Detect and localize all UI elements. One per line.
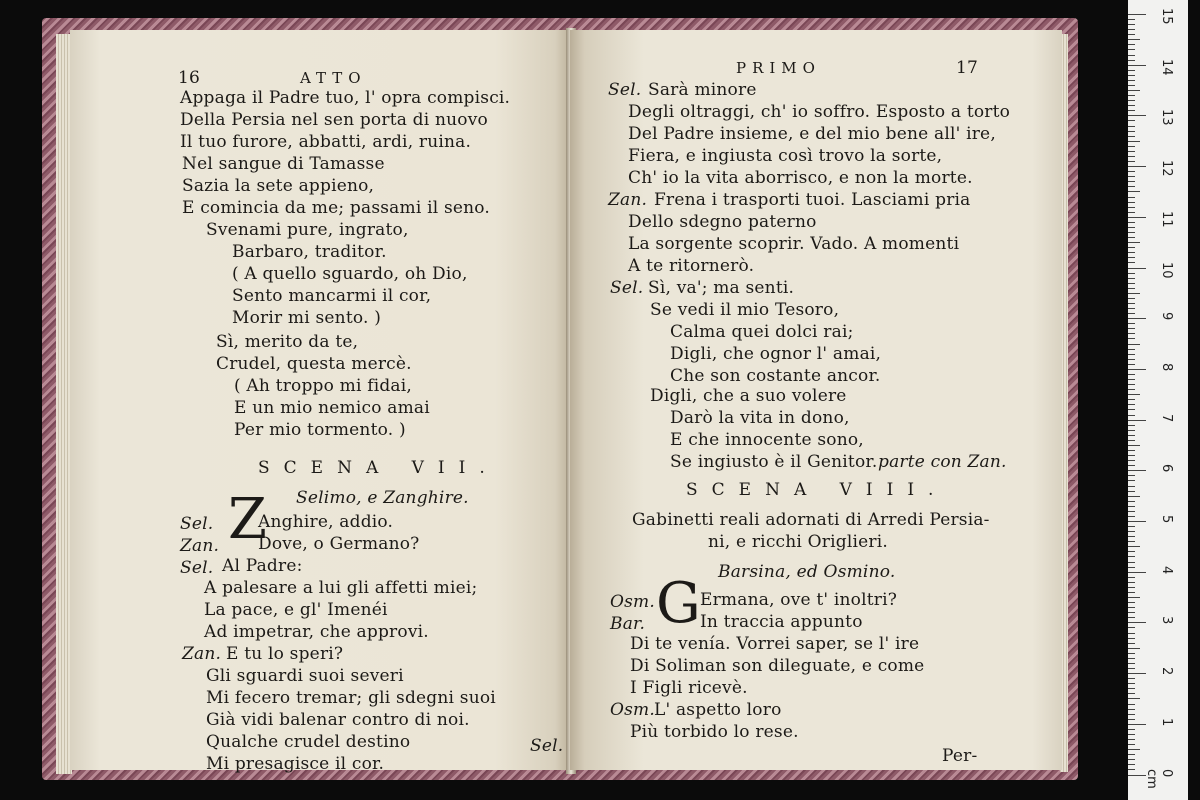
ruler-tick — [1128, 379, 1135, 380]
ruler-tick — [1128, 648, 1140, 649]
ruler-tick — [1128, 39, 1140, 40]
ruler-tick — [1128, 486, 1135, 487]
ruler-tick — [1128, 156, 1135, 157]
ruler-tick — [1128, 384, 1135, 385]
ruler-tick — [1128, 622, 1146, 623]
ruler-tick — [1128, 176, 1135, 177]
left-page — [70, 30, 570, 774]
ruler-tick — [1128, 29, 1135, 30]
ruler-tick — [1128, 217, 1146, 218]
dialogue-line: Se ingiusto è il Genitor. — [670, 452, 878, 472]
ruler-tick — [1128, 354, 1135, 355]
ruler-tick — [1128, 141, 1140, 142]
ruler-tick — [1128, 247, 1135, 248]
ruler-tick — [1128, 551, 1135, 552]
ruler-tick — [1128, 65, 1146, 66]
ruler-tick — [1128, 693, 1135, 694]
ruler-number: 6 — [1159, 464, 1174, 473]
dialogue-line: Più torbido lo rese. — [630, 722, 799, 742]
speaker-label: Zan. — [182, 644, 222, 664]
ruler-tick — [1128, 115, 1146, 116]
dialogue-line: Mi presagisce il cor. — [206, 754, 385, 774]
verse-line: Il tuo furore, abbatti, ardi, ruina. — [180, 132, 472, 152]
dialogue-line: Ch' io la vita aborrisco, e non la morte. — [628, 168, 973, 188]
ruler-tick — [1128, 283, 1135, 284]
verse-line: Sento mancarmi il cor, — [232, 286, 432, 306]
ruler-number: 8 — [1159, 362, 1174, 372]
dialogue-line: Anghire, addio. — [258, 512, 394, 532]
ruler-tick — [1128, 612, 1135, 613]
ruler-tick — [1128, 516, 1135, 517]
ruler-tick — [1128, 136, 1135, 137]
scene-title: SCENA VII. — [258, 458, 499, 478]
catchword: Sel. — [530, 736, 564, 756]
measurement-ruler — [1128, 0, 1188, 800]
ruler-tick — [1128, 100, 1135, 101]
ruler-tick — [1128, 633, 1135, 634]
ruler-tick — [1128, 44, 1135, 45]
catchword: Per- — [942, 746, 978, 766]
dialogue-line: Qualche crudel destino — [206, 732, 411, 752]
dialogue-line: E che innocente sono, — [670, 430, 864, 450]
ruler-tick — [1128, 546, 1140, 547]
ruler-tick — [1128, 308, 1135, 309]
ruler-tick — [1128, 617, 1135, 618]
ruler-tick — [1128, 658, 1135, 659]
verse-line: Per mio tormento. ) — [234, 420, 406, 440]
dialogue-line: La pace, e gl' Imenéi — [204, 600, 388, 620]
dialogue-line: A te ritornerò. — [628, 256, 755, 276]
ruler-tick — [1128, 171, 1135, 172]
dialogue-line: Di te venía. Vorrei saper, se l' ire — [630, 634, 920, 654]
verse-line: E un mio nemico amai — [234, 398, 430, 418]
dialogue-line: Gli sguardi suoi severi — [206, 666, 404, 686]
ruler-tick — [1128, 374, 1135, 375]
ruler-tick — [1128, 470, 1146, 471]
ruler-number: 13 — [1159, 109, 1174, 126]
dialogue-line: Sì, va'; ma senti. — [648, 278, 795, 298]
ruler-tick — [1128, 577, 1135, 578]
dialogue-line: Digli, che ognor l' amai, — [670, 344, 882, 364]
ruler-tick — [1128, 131, 1135, 132]
ruler-tick — [1128, 298, 1135, 299]
ruler-tick — [1128, 430, 1135, 431]
speaker-label: Osm. — [610, 592, 655, 612]
ruler-number: 7 — [1159, 413, 1174, 422]
ruler-tick — [1128, 399, 1135, 400]
ruler-tick — [1128, 536, 1135, 537]
ruler-number: 9 — [1159, 312, 1174, 321]
ruler-tick — [1128, 338, 1135, 339]
scene-title: SCENA VIII. — [686, 480, 948, 500]
ruler-tick — [1128, 409, 1135, 410]
dialogue-line: Darò la vita in dono, — [670, 408, 850, 428]
ruler-tick — [1128, 415, 1135, 416]
dialogue-line: Se vedi il mio Tesoro, — [650, 300, 840, 320]
ruler-tick — [1128, 531, 1135, 532]
ruler-tick — [1128, 501, 1135, 502]
speaker-label: Sel. — [180, 558, 214, 578]
ruler-tick — [1128, 475, 1135, 476]
dialogue-line: L' aspetto loro — [654, 700, 782, 720]
ruler-tick — [1128, 597, 1140, 598]
dialogue-line: La sorgente scoprir. Vado. A momenti — [628, 234, 960, 254]
ruler-tick — [1128, 24, 1135, 25]
verse-line: ( A quello sguardo, oh Dio, — [232, 264, 468, 284]
ruler-tick — [1128, 440, 1135, 441]
speaker-label: Sel. — [610, 278, 644, 298]
ruler-tick — [1128, 120, 1135, 121]
dialogue-line: Calma quei dolci rai; — [670, 322, 854, 342]
ruler-tick — [1128, 262, 1135, 263]
ruler-tick — [1128, 541, 1135, 542]
dialogue-line: Ad impetrar, che approvi. — [204, 622, 429, 642]
verse-line: Svenami pure, ingrato, — [206, 220, 409, 240]
ruler-number: 15 — [1159, 8, 1174, 25]
ruler-tick — [1128, 769, 1135, 770]
ruler-tick — [1128, 749, 1140, 750]
ruler-tick — [1128, 278, 1135, 279]
ruler-tick — [1128, 60, 1135, 61]
running-head: ATTO — [300, 69, 367, 87]
dialogue-line: Digli, che a suo volere — [650, 386, 847, 406]
ruler-tick — [1128, 80, 1135, 81]
ruler-tick — [1128, 364, 1135, 365]
ruler-tick — [1128, 70, 1135, 71]
verse-line: Della Persia nel sen porta di nuovo — [180, 110, 488, 130]
ruler-tick — [1128, 435, 1135, 436]
drop-cap: Z — [228, 487, 267, 552]
ruler-tick — [1128, 313, 1135, 314]
ruler-tick — [1128, 110, 1135, 111]
ruler-tick — [1128, 288, 1135, 289]
verse-line: Sazia la sete appieno, — [182, 176, 375, 196]
drop-cap: G — [656, 571, 701, 636]
ruler-tick — [1128, 511, 1135, 512]
ruler-tick — [1128, 49, 1135, 50]
ruler-tick — [1128, 455, 1135, 456]
verse-line: E comincia da me; passami il seno. — [182, 198, 491, 218]
ruler-number: 12 — [1159, 160, 1174, 177]
dialogue-line: Di Soliman son dileguate, e come — [630, 656, 925, 676]
ruler-tick — [1128, 186, 1135, 187]
ruler-tick — [1128, 556, 1135, 557]
ruler-tick — [1128, 688, 1135, 689]
ruler-tick — [1128, 232, 1135, 233]
scene-setting: Gabinetti reali adornati di Arredi Persia- — [632, 510, 990, 530]
ruler-tick — [1128, 719, 1135, 720]
speaker-label: Sel. — [608, 80, 642, 100]
ruler-tick — [1128, 683, 1135, 684]
ruler-tick — [1128, 34, 1135, 35]
dialogue-line: Sarà minore — [648, 80, 757, 100]
ruler-tick — [1128, 19, 1135, 20]
ruler-tick — [1128, 739, 1135, 740]
dialogue-line: A palesare a lui gli affetti miei; — [204, 578, 478, 598]
ruler-tick — [1128, 607, 1135, 608]
ruler-number: 1 — [1159, 717, 1174, 727]
ruler-tick — [1128, 764, 1135, 765]
ruler-tick — [1128, 734, 1135, 735]
ruler-tick — [1128, 572, 1146, 573]
stage-direction: parte con Zan. — [878, 452, 1007, 472]
running-head: PRIMO — [736, 59, 821, 77]
dialogue-line: I Figli ricevè. — [630, 678, 748, 698]
ruler-tick — [1128, 526, 1135, 527]
ruler-tick — [1128, 744, 1135, 745]
ruler-tick — [1128, 602, 1135, 603]
ruler-tick — [1128, 146, 1135, 147]
verse-line: Nel sangue di Tamasse — [182, 154, 385, 174]
ruler-tick — [1128, 724, 1146, 725]
ruler-tick — [1128, 653, 1135, 654]
ruler-tick — [1128, 273, 1135, 274]
speaker-label: Osm. — [610, 700, 655, 720]
ruler-tick — [1128, 506, 1135, 507]
ruler-tick — [1128, 323, 1135, 324]
ruler-tick — [1128, 496, 1140, 497]
ruler-tick — [1128, 643, 1135, 644]
ruler-tick — [1128, 521, 1146, 522]
ruler-tick — [1128, 394, 1140, 395]
ruler-tick — [1128, 55, 1135, 56]
ruler-tick — [1128, 242, 1140, 243]
ruler-number: 14 — [1159, 58, 1174, 76]
ruler-tick — [1128, 389, 1135, 390]
verse-line: Crudel, questa mercè. — [216, 354, 412, 374]
scene-setting: ni, e ricchi Origlieri. — [708, 532, 888, 552]
dialogue-line: Del Padre insieme, e del mio bene all' ire, — [628, 124, 996, 144]
ruler-tick — [1128, 303, 1135, 304]
ruler-number: 5 — [1159, 515, 1174, 524]
ruler-tick — [1128, 151, 1135, 152]
ruler-tick — [1128, 197, 1135, 198]
ruler-tick — [1128, 222, 1135, 223]
dialogue-line: Che son costante ancor. — [670, 366, 881, 386]
ruler-tick — [1128, 445, 1140, 446]
dialogue-line: Dello sdegno paterno — [628, 212, 817, 232]
speaker-label: Sel. — [180, 514, 214, 534]
dialogue-line: Già vidi balenar contro di noi. — [206, 710, 470, 730]
ruler-tick — [1128, 698, 1140, 699]
ruler-tick — [1128, 227, 1135, 228]
scene-characters: Selimo, e Zanghire. — [296, 488, 469, 508]
ruler-tick — [1128, 709, 1135, 710]
verse-line: Morir mi sento. ) — [232, 308, 382, 328]
ruler-tick — [1128, 268, 1146, 269]
ruler-tick — [1128, 90, 1140, 91]
ruler-tick — [1128, 592, 1135, 593]
verse-line: Barbaro, traditor. — [232, 242, 387, 262]
dialogue-line: Fiera, e ingiusta così trovo la sorte, — [628, 146, 943, 166]
ruler-tick — [1128, 465, 1135, 466]
speaker-label: Bar. — [610, 614, 646, 634]
dialogue-line: E tu lo speri? — [226, 644, 344, 664]
ruler-tick — [1128, 404, 1135, 405]
ruler-tick — [1128, 729, 1135, 730]
speaker-label: Zan. — [608, 190, 648, 210]
ruler-tick — [1128, 14, 1146, 15]
ruler-tick — [1128, 212, 1135, 213]
ruler-tick — [1128, 754, 1135, 755]
dialogue-line: Mi fecero tremar; gli sdegni suoi — [206, 688, 496, 708]
ruler-tick — [1128, 344, 1140, 345]
ruler-tick — [1128, 126, 1135, 127]
speaker-label: Zan. — [180, 536, 220, 556]
ruler-tick — [1128, 85, 1135, 86]
right-page — [570, 30, 1062, 770]
ruler-tick — [1128, 460, 1135, 461]
ruler-number: 3 — [1159, 616, 1174, 625]
ruler-tick — [1128, 105, 1135, 106]
dialogue-line: Al Padre: — [222, 556, 303, 576]
ruler-number: 0 cm — [1144, 768, 1174, 789]
ruler-tick — [1128, 480, 1135, 481]
ruler-tick — [1128, 491, 1135, 492]
ruler-tick — [1128, 425, 1135, 426]
ruler-tick — [1128, 627, 1135, 628]
ruler-tick — [1128, 161, 1135, 162]
scene-characters: Barsina, ed Osmino. — [718, 562, 896, 582]
verse-line: Appaga il Padre tuo, l' opra compisci. — [180, 88, 511, 108]
ruler-tick — [1128, 369, 1146, 370]
ruler-tick — [1128, 420, 1146, 421]
ruler-tick — [1128, 678, 1135, 679]
ruler-tick — [1128, 293, 1140, 294]
ruler-number: 4 — [1159, 565, 1174, 574]
ruler-tick — [1128, 202, 1135, 203]
page-number: 16 — [178, 68, 201, 88]
ruler-tick — [1128, 75, 1135, 76]
ruler-tick — [1128, 714, 1135, 715]
ruler-tick — [1128, 759, 1135, 760]
dialogue-line: Degli oltraggi, ch' io soffro. Esposto a torto — [628, 102, 1011, 122]
ruler-tick — [1128, 257, 1135, 258]
ruler-tick — [1128, 359, 1135, 360]
ruler-tick — [1128, 663, 1135, 664]
ruler-tick — [1128, 237, 1135, 238]
ruler-tick — [1128, 207, 1135, 208]
ruler-tick — [1128, 567, 1135, 568]
page-number: 17 — [956, 58, 979, 78]
ruler-tick — [1128, 181, 1135, 182]
verse-line: Sì, merito da te, — [216, 332, 359, 352]
ruler-tick — [1128, 252, 1135, 253]
ruler-tick — [1128, 349, 1135, 350]
ruler-tick — [1128, 668, 1135, 669]
ruler-tick — [1128, 328, 1135, 329]
ruler-tick — [1128, 673, 1146, 674]
ruler-tick — [1128, 191, 1140, 192]
ruler-tick — [1128, 638, 1135, 639]
ruler-number: 11 — [1159, 210, 1174, 228]
verse-line: ( Ah troppo mi fidai, — [234, 376, 413, 396]
dialogue-line: Frena i trasporti tuoi. Lasciami pria — [654, 190, 971, 210]
ruler-tick — [1128, 582, 1135, 583]
ruler-tick — [1128, 450, 1135, 451]
ruler-tick — [1128, 318, 1146, 319]
ruler-number: 10 — [1159, 261, 1174, 279]
ruler-tick — [1128, 333, 1135, 334]
dialogue-line: Dove, o Germano? — [258, 534, 420, 554]
ruler-number: 2 — [1159, 667, 1174, 676]
ruler-tick — [1128, 95, 1135, 96]
dialogue-line: In traccia appunto — [700, 612, 863, 632]
ruler-tick — [1128, 166, 1146, 167]
ruler-tick — [1128, 587, 1135, 588]
dialogue-line: Ermana, ove t' inoltri? — [700, 590, 898, 610]
ruler-tick — [1128, 704, 1135, 705]
ruler-tick — [1128, 562, 1135, 563]
